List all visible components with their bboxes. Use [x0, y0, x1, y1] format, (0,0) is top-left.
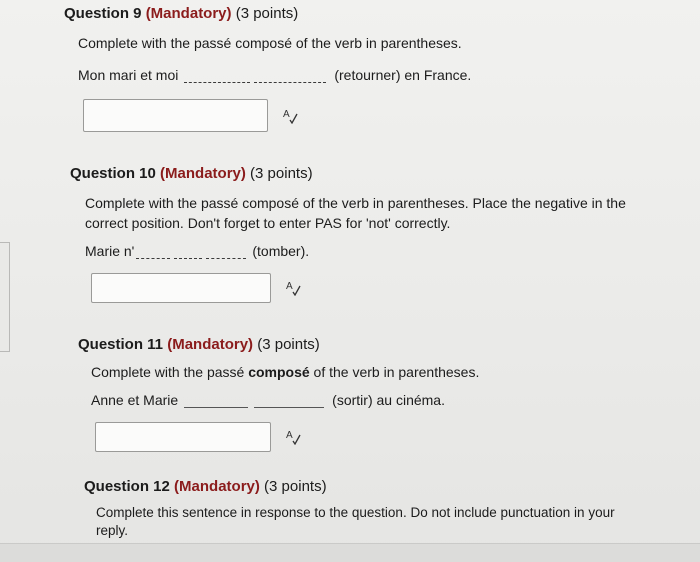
spellcheck-icon[interactable]	[285, 280, 301, 296]
question-11-number: Question 11	[78, 336, 164, 353]
question-10-blank-1	[136, 244, 170, 259]
question-11	[78, 336, 638, 452]
question-9	[64, 5, 624, 132]
svg-text:A: A	[286, 281, 293, 292]
question-11-sentence-start: Anne et Marie	[91, 392, 179, 408]
question-11-sentence-end: (sortir) au cinéma.	[332, 392, 445, 408]
question-10-mandatory: (Mandatory)	[160, 165, 246, 182]
question-12-number: Question 12	[84, 478, 170, 495]
question-11-points: (3 points)	[257, 336, 320, 353]
question-9-blank-2	[254, 68, 326, 83]
question-9-instructions: Complete with the passé composé of the verb in parentheses.	[78, 35, 462, 51]
question-11-sentence	[91, 392, 638, 408]
svg-text:A: A	[286, 430, 293, 441]
question-11-title	[78, 336, 638, 354]
question-11-blank-1	[184, 393, 248, 408]
question-10-sentence-start: Marie n'	[85, 243, 135, 259]
question-12-instructions: Complete this sentence in response to the question. Do not include punctuation in your reply.	[96, 505, 615, 538]
left-panel-edge	[0, 242, 10, 352]
question-11-mandatory: (Mandatory)	[167, 336, 254, 353]
question-9-answer-input[interactable]	[83, 99, 268, 132]
question-10-number: Question 10	[70, 165, 156, 182]
spellcheck-icon[interactable]	[285, 429, 301, 445]
question-11-instructions-start: Complete with the passé	[91, 364, 249, 380]
question-11-instructions	[91, 362, 638, 382]
question-10-title	[70, 165, 660, 183]
question-9-sentence	[78, 67, 624, 83]
question-10-sentence	[85, 243, 660, 259]
question-9-sentence-start: Mon mari et moi	[78, 67, 179, 83]
question-9-title	[64, 5, 624, 23]
question-9-blank-1	[184, 68, 250, 83]
svg-text:A: A	[283, 108, 290, 120]
question-10-blank-2	[174, 244, 202, 259]
question-11-answer-row	[91, 422, 638, 452]
question-12-title	[84, 478, 644, 496]
question-11-blank-2	[254, 393, 324, 408]
question-10-sentence-end: (tomber).	[252, 243, 310, 259]
question-10-answer-row	[85, 273, 660, 303]
question-9-sentence-end: (retourner) en France.	[334, 67, 472, 83]
question-10-blank-3	[206, 244, 246, 259]
question-12	[84, 478, 644, 540]
spellcheck-icon[interactable]	[282, 108, 298, 124]
question-10-answer-input[interactable]	[91, 273, 271, 303]
question-9-points: (3 points)	[235, 5, 299, 22]
question-9-number: Question 9	[64, 5, 142, 22]
question-11-instructions-bold: composé	[248, 364, 310, 380]
question-10	[70, 165, 660, 303]
bottom-bar	[0, 543, 700, 562]
question-12-mandatory: (Mandatory)	[174, 478, 260, 495]
question-10-instructions: Complete with the passé composé of the verb in parentheses. Place the negative in the correct position. Don't forget to enter PAS for 'not' correctly.	[85, 195, 626, 231]
question-10-points: (3 points)	[250, 165, 313, 182]
question-9-answer-row	[78, 99, 624, 132]
question-12-points: (3 points)	[264, 478, 327, 495]
question-11-instructions-end: of the verb in parentheses.	[309, 364, 480, 380]
question-9-mandatory: (Mandatory)	[145, 5, 232, 22]
question-11-answer-input[interactable]	[95, 422, 271, 452]
